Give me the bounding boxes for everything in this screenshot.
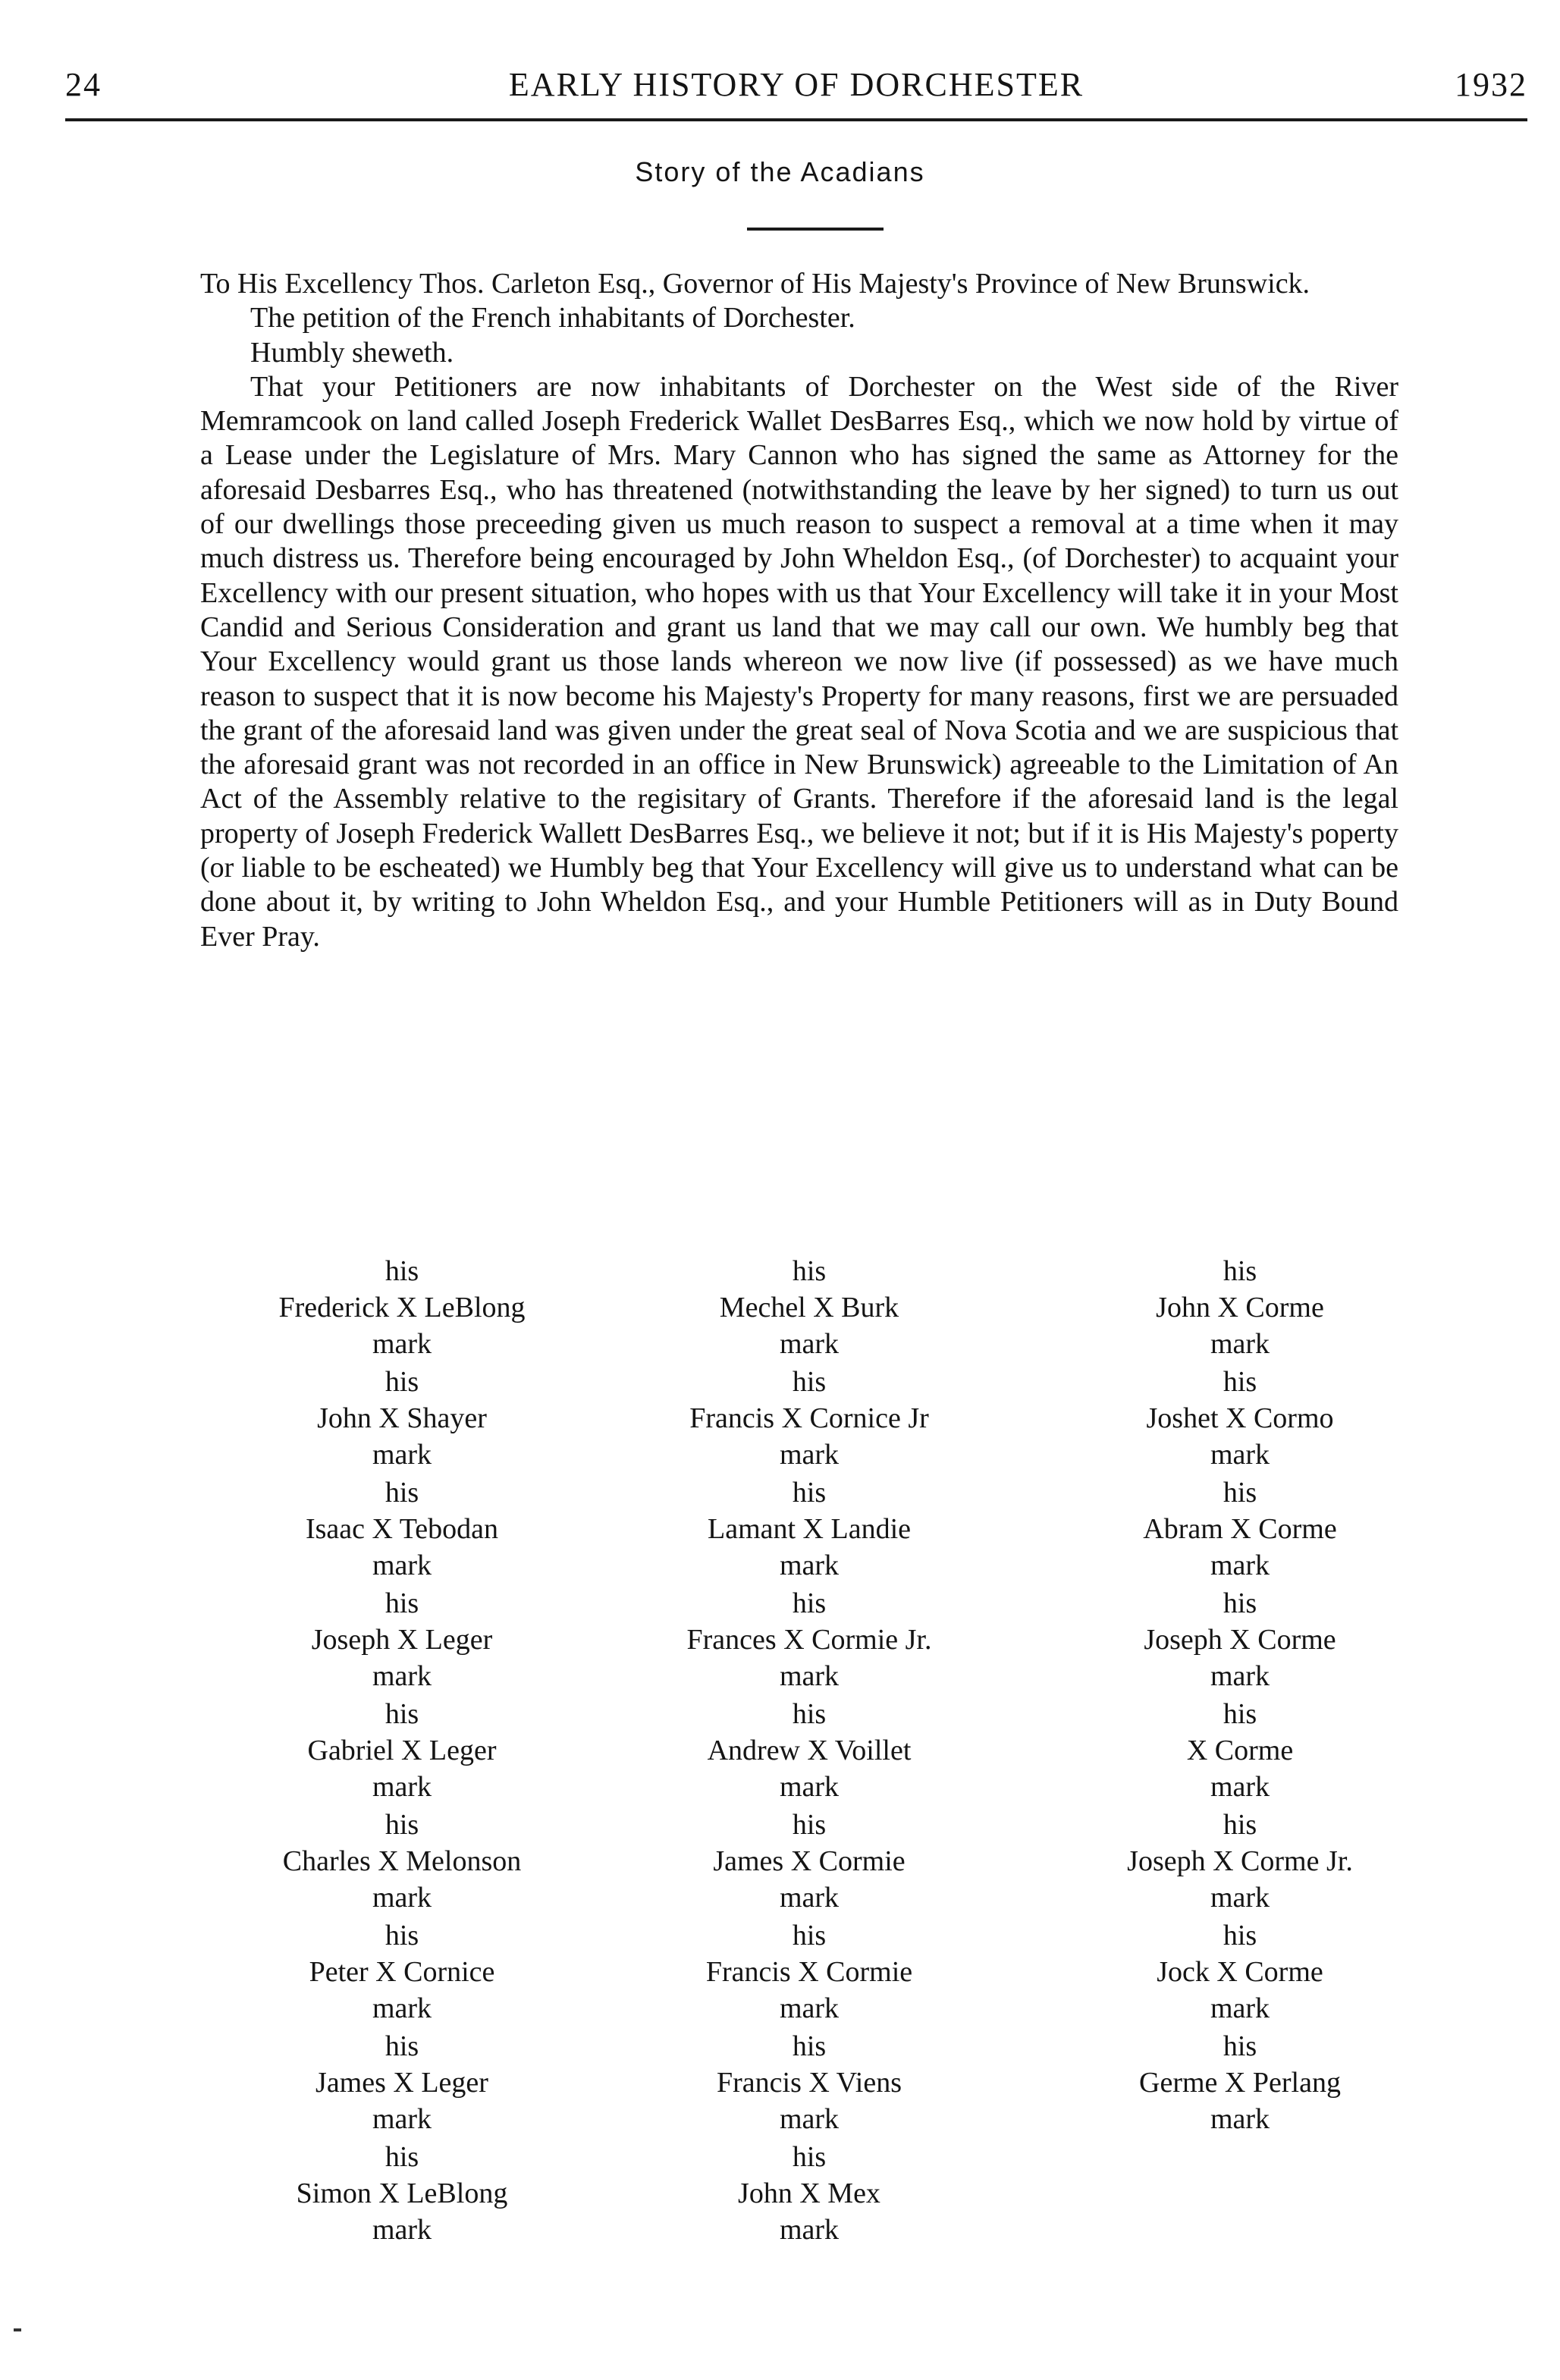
signature-mark: mark: [779, 1328, 840, 1360]
signature-entry: [1043, 1696, 1437, 1807]
signatory-name: Charles X Melonson: [282, 1845, 522, 1877]
signature-his: his: [385, 1366, 419, 1398]
signature-mark: mark: [1210, 1882, 1270, 1914]
signatory-name: X Corme: [1186, 1735, 1294, 1766]
signatory-name: James X Leger: [315, 2067, 488, 2099]
signature-entry: [612, 2028, 1006, 2139]
signatory-name: James X Cormie: [713, 1845, 906, 1877]
signature-entry: [205, 1917, 599, 2028]
signature-his: his: [385, 2141, 419, 2173]
signature-his: his: [792, 2141, 827, 2173]
signature-mark: mark: [779, 1992, 840, 2024]
signature-mark: mark: [372, 2103, 432, 2135]
signatory-name: Gabriel X Leger: [307, 1735, 497, 1766]
signature-his: his: [1223, 2030, 1257, 2062]
signature-mark: mark: [1210, 1328, 1270, 1360]
signature-mark: mark: [372, 1550, 432, 1581]
page-year: 1932: [1455, 66, 1527, 103]
signatory-name: Abram X Corme: [1143, 1513, 1337, 1545]
page-number: 24: [65, 66, 102, 103]
signature-his: his: [385, 1255, 419, 1287]
signature-his: his: [1223, 1255, 1257, 1287]
signature-his: his: [792, 1477, 827, 1509]
signature-column-3: [1043, 1253, 1437, 2139]
signatory-name: Peter X Cornice: [309, 1956, 495, 1988]
signatory-name: Lamant X Landie: [707, 1513, 911, 1545]
signature-his: his: [1223, 1587, 1257, 1619]
petition-subject: The petition of the French inhabitants of Dorchester.: [250, 302, 855, 334]
petition-sheweth: Humbly sheweth.: [250, 336, 454, 369]
signatory-name: Frederick X LeBlong: [278, 1292, 526, 1323]
signature-mark: mark: [372, 1882, 432, 1914]
signature-entry: [205, 1696, 599, 1807]
signature-his: his: [1223, 1366, 1257, 1398]
page-header: [65, 65, 1527, 108]
signature-his: his: [385, 1477, 419, 1509]
signature-column-2: [612, 1253, 1006, 2250]
signature-mark: mark: [779, 2214, 840, 2246]
signature-his: his: [792, 1920, 827, 1951]
signatory-name: Francis X Cormie: [705, 1956, 913, 1988]
signature-his: his: [792, 1809, 827, 1841]
signature-mark: mark: [372, 1328, 432, 1360]
signatory-name: Joseph X Corme: [1144, 1624, 1336, 1656]
signature-his: his: [385, 1920, 419, 1951]
signature-mark: mark: [779, 1660, 840, 1692]
signature-entry: [612, 1807, 1006, 1917]
signature-entry: [205, 2139, 599, 2250]
petition-text: [200, 267, 1398, 954]
signatory-name: Germe X Perlang: [1139, 2067, 1341, 2099]
signature-his: his: [385, 1809, 419, 1841]
header-divider: [65, 118, 1527, 121]
signatory-name: Simon X LeBlong: [296, 2177, 508, 2209]
signature-entry: [1043, 1474, 1437, 1585]
signature-mark: mark: [1210, 1660, 1270, 1692]
signatory-name: Frances X Cormie Jr.: [686, 1624, 932, 1656]
signature-his: his: [792, 1587, 827, 1619]
signatory-name: John X Shayer: [317, 1402, 487, 1434]
signature-his: his: [1223, 1477, 1257, 1509]
signature-entry: [612, 1474, 1006, 1585]
signature-entry: [612, 1696, 1006, 1807]
signature-his: his: [1223, 1698, 1257, 1730]
signatory-name: Mechel X Burk: [719, 1292, 899, 1323]
signature-mark: mark: [372, 2214, 432, 2246]
signature-mark: mark: [1210, 1771, 1270, 1803]
signature-block: [190, 1253, 1403, 2269]
signatory-name: Francis X Viens: [717, 2067, 902, 2099]
signature-mark: mark: [1210, 2103, 1270, 2135]
signature-entry: [612, 2139, 1006, 2250]
signatory-name: Joseph X Corme Jr.: [1127, 1845, 1353, 1877]
signatory-name: Joseph X Leger: [311, 1624, 493, 1656]
signature-his: his: [1223, 1809, 1257, 1841]
signature-his: his: [385, 2030, 419, 2062]
signature-his: his: [792, 1255, 827, 1287]
signatory-name: Isaac X Tebodan: [305, 1513, 499, 1545]
signature-mark: mark: [1210, 1550, 1270, 1581]
signature-entry: [1043, 1807, 1437, 1917]
signature-his: his: [792, 1366, 827, 1398]
signature-mark: mark: [372, 1771, 432, 1803]
section-title: Story of the Acadians: [635, 156, 925, 187]
signatory-name: Francis X Cornice Jr: [689, 1402, 929, 1434]
signature-mark: mark: [779, 1439, 840, 1471]
signatory-name: Jock X Corme: [1157, 1956, 1323, 1988]
signature-his: his: [792, 2030, 827, 2062]
signature-his: his: [1223, 1920, 1257, 1951]
signature-entry: [1043, 1585, 1437, 1696]
signature-entry: [205, 2028, 599, 2139]
signature-entry: [612, 1253, 1006, 1364]
signature-entry: [1043, 2028, 1437, 2139]
signature-mark: mark: [1210, 1439, 1270, 1471]
signature-entry: [205, 1474, 599, 1585]
signature-entry: [1043, 1364, 1437, 1474]
running-title: EARLY HISTORY OF DORCHESTER: [508, 66, 1084, 103]
signature-mark: mark: [372, 1439, 432, 1471]
signature-entry: [205, 1253, 599, 1364]
signature-entry: [612, 1585, 1006, 1696]
signature-entry: [1043, 1253, 1437, 1364]
signature-entry: [205, 1807, 599, 1917]
signature-entry: [612, 1917, 1006, 2028]
signature-entry: [612, 1364, 1006, 1474]
signature-entry: [205, 1364, 599, 1474]
signatory-name: John X Mex: [738, 2177, 880, 2209]
signature-his: his: [792, 1698, 827, 1730]
signatory-name: Andrew X Voillet: [707, 1735, 912, 1766]
title-divider: [747, 228, 884, 231]
margin-mark: [14, 2328, 21, 2331]
signature-mark: mark: [779, 2103, 840, 2135]
petition-body: That your Petitioners are now inhabitants of Dorchester on the West side of the River Memramcook on land called Joseph Frederick Wallet DesBarres Esq., which we now hold by virtue of a Lease under the Legislature of Mrs. Mary Cannon who has signed the same as Attorney for the aforesaid Desbarres Esq., who has threatened (notwithstanding the leave by her signed) to turn us out of our dwellings those preceeding given us much reason to suspect a removal at a time when it may much distress us. Therefore being encouraged by John Wheldon Esq., (of Dorchester) to acquaint your Excellency with our present situation, who hopes with us that Your Excellency will take it in your Most Candid and Serious Consideration and grant us land that we may call our own. We humbly beg that Your Excellency would grant us those lands whereon we now live (if possessed) as we have much reason to suspect that it is now become his Majesty's Property for many reasons, first we are persuaded the grant of the aforesaid land was given under the great seal of Nova Scotia and we are suspicious that the aforesaid grant was not recorded in an office in New Brunswick) agreeable to the Limitation of An Act of the Assembly relative to the regisitary of Grants. Therefore if the aforesaid land is the legal property of Joseph Frederick Wallett DesBarres Esq., we believe it not; but if it is His Majesty's poperty (or liable to be escheated) we Humbly beg that Your Excellency will give us to understand what can be done about it, by writing to John Wheldon Esq., and your Humble Petitioners will as in Duty Bound Ever Pray.: [200, 370, 1398, 953]
signature-mark: mark: [372, 1992, 432, 2024]
petition-address: To His Excellency Thos. Carleton Esq., Governor of His Majesty's Province of New Brunswick.: [200, 268, 1310, 300]
signature-entry: [1043, 1917, 1437, 2028]
signature-mark: mark: [1210, 1992, 1270, 2024]
signature-his: his: [385, 1587, 419, 1619]
signature-mark: mark: [372, 1660, 432, 1692]
signatory-name: John X Corme: [1156, 1292, 1324, 1323]
signature-column-1: [205, 1253, 599, 2250]
signature-mark: mark: [779, 1550, 840, 1581]
signature-mark: mark: [779, 1882, 840, 1914]
signature-mark: mark: [779, 1771, 840, 1803]
signature-his: his: [385, 1698, 419, 1730]
signature-entry: [205, 1585, 599, 1696]
signatory-name: Joshet X Cormo: [1146, 1402, 1334, 1434]
